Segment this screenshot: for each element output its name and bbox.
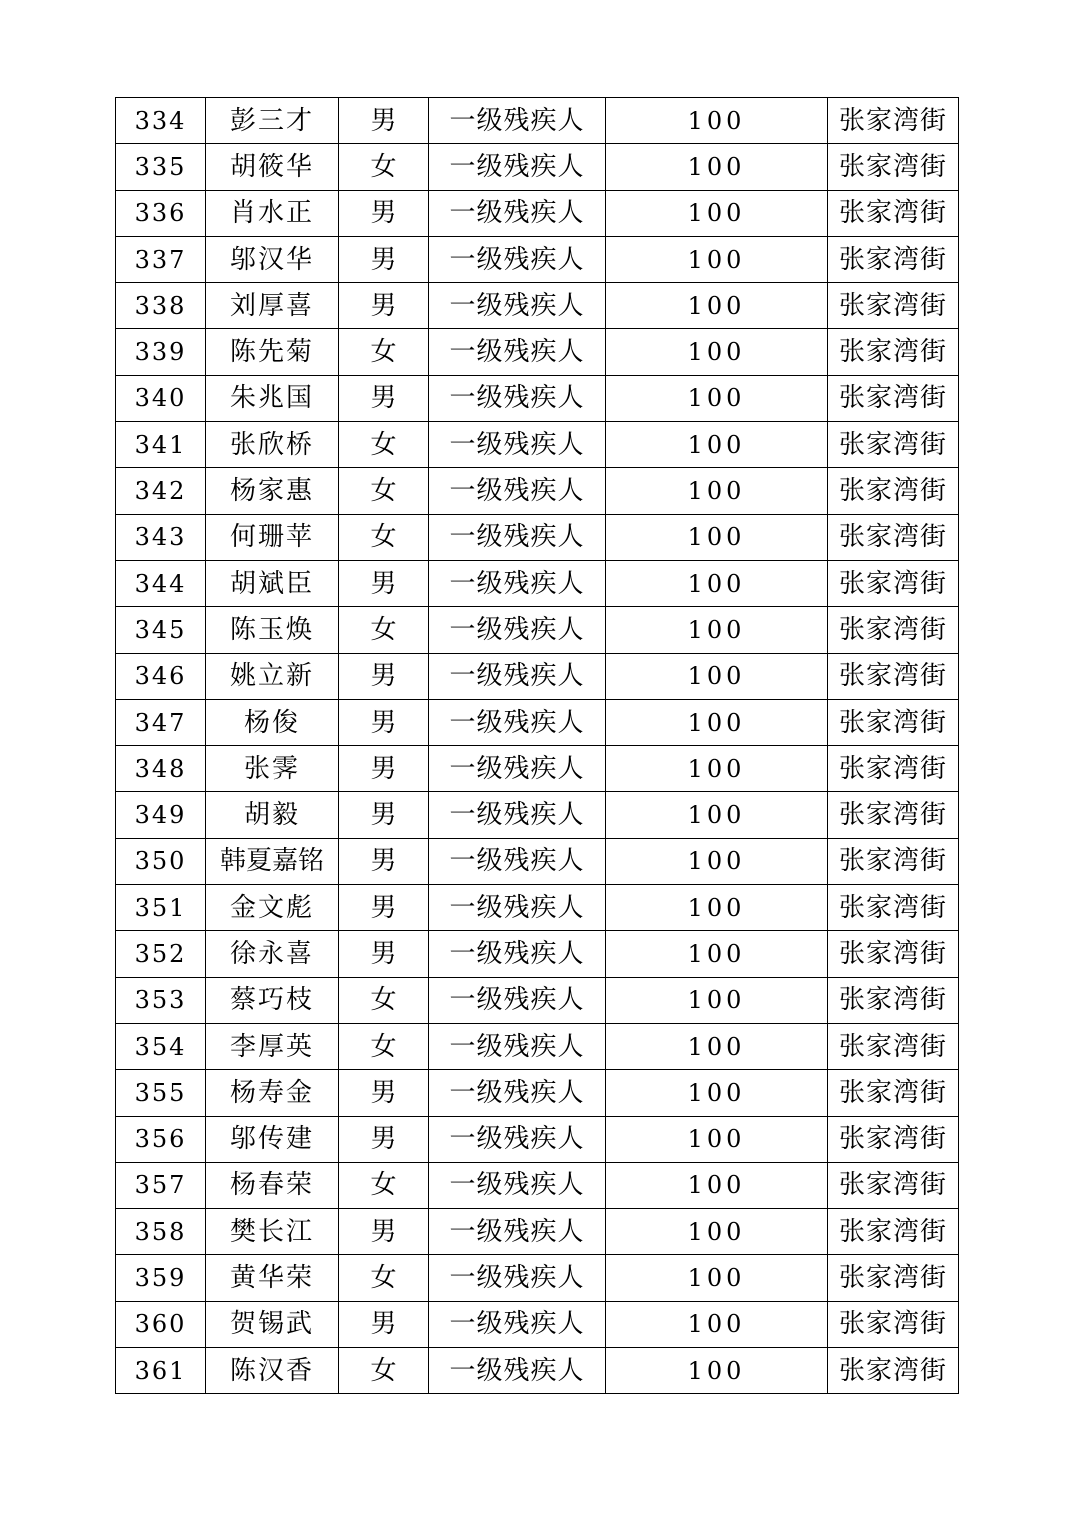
row-number-cell: 335 [116, 144, 206, 190]
street-cell: 张家湾街 [828, 885, 959, 931]
disability-level-cell: 一级残疾人 [429, 283, 606, 329]
street-cell: 张家湾街 [828, 1023, 959, 1069]
table-row [116, 1162, 959, 1208]
name-cell: 彭三才 [206, 98, 339, 144]
table-row [116, 1070, 959, 1116]
row-number-cell: 357 [116, 1162, 206, 1208]
disability-level-cell: 一级残疾人 [429, 1209, 606, 1255]
street-cell: 张家湾街 [828, 468, 959, 514]
table-row [116, 236, 959, 282]
disability-level-cell: 一级残疾人 [429, 375, 606, 421]
street-cell: 张家湾街 [828, 838, 959, 884]
gender-cell: 女 [339, 514, 429, 560]
street-cell: 张家湾街 [828, 746, 959, 792]
gender-cell: 女 [339, 1255, 429, 1301]
name-cell: 贺锡武 [206, 1301, 339, 1347]
table-row [116, 98, 959, 144]
row-number-cell: 355 [116, 1070, 206, 1116]
gender-cell: 女 [339, 1348, 429, 1394]
street-cell: 张家湾街 [828, 1070, 959, 1116]
name-cell: 邬汉华 [206, 236, 339, 282]
street-cell: 张家湾街 [828, 190, 959, 236]
table-row [116, 1301, 959, 1347]
row-number-cell: 348 [116, 746, 206, 792]
name-cell: 陈汉香 [206, 1348, 339, 1394]
row-number-cell: 334 [116, 98, 206, 144]
name-cell: 陈玉焕 [206, 607, 339, 653]
disability-level-cell: 一级残疾人 [429, 1116, 606, 1162]
name-cell: 张霁 [206, 746, 339, 792]
row-number-cell: 337 [116, 236, 206, 282]
gender-cell: 男 [339, 885, 429, 931]
name-cell: 刘厚喜 [206, 283, 339, 329]
street-cell: 张家湾街 [828, 1348, 959, 1394]
table-row [116, 375, 959, 421]
disability-level-cell: 一级残疾人 [429, 468, 606, 514]
name-cell: 杨家惠 [206, 468, 339, 514]
amount-cell: 100 [606, 98, 828, 144]
roster-table-body [116, 98, 959, 1394]
disability-level-cell: 一级残疾人 [429, 98, 606, 144]
table-row [116, 977, 959, 1023]
amount-cell: 100 [606, 1348, 828, 1394]
roster-table [115, 97, 959, 1394]
row-number-cell: 349 [116, 792, 206, 838]
disability-level-cell: 一级残疾人 [429, 1023, 606, 1069]
gender-cell: 男 [339, 746, 429, 792]
amount-cell: 100 [606, 329, 828, 375]
row-number-cell: 339 [116, 329, 206, 375]
amount-cell: 100 [606, 885, 828, 931]
row-number-cell: 338 [116, 283, 206, 329]
row-number-cell: 342 [116, 468, 206, 514]
street-cell: 张家湾街 [828, 607, 959, 653]
row-number-cell: 340 [116, 375, 206, 421]
row-number-cell: 361 [116, 1348, 206, 1394]
row-number-cell: 336 [116, 190, 206, 236]
amount-cell: 100 [606, 653, 828, 699]
disability-level-cell: 一级残疾人 [429, 653, 606, 699]
table-row [116, 514, 959, 560]
table-row [116, 329, 959, 375]
gender-cell: 女 [339, 977, 429, 1023]
table-row [116, 1348, 959, 1394]
row-number-cell: 343 [116, 514, 206, 560]
disability-level-cell: 一级残疾人 [429, 514, 606, 560]
amount-cell: 100 [606, 1209, 828, 1255]
table-row [116, 885, 959, 931]
amount-cell: 100 [606, 560, 828, 606]
name-cell: 杨春荣 [206, 1162, 339, 1208]
amount-cell: 100 [606, 838, 828, 884]
street-cell: 张家湾街 [828, 144, 959, 190]
street-cell: 张家湾街 [828, 1116, 959, 1162]
gender-cell: 女 [339, 1023, 429, 1069]
name-cell: 黄华荣 [206, 1255, 339, 1301]
amount-cell: 100 [606, 468, 828, 514]
disability-level-cell: 一级残疾人 [429, 1070, 606, 1116]
street-cell: 张家湾街 [828, 792, 959, 838]
amount-cell: 100 [606, 746, 828, 792]
disability-level-cell: 一级残疾人 [429, 560, 606, 606]
disability-level-cell: 一级残疾人 [429, 792, 606, 838]
street-cell: 张家湾街 [828, 1301, 959, 1347]
table-row [116, 190, 959, 236]
street-cell: 张家湾街 [828, 375, 959, 421]
row-number-cell: 352 [116, 931, 206, 977]
disability-level-cell: 一级残疾人 [429, 931, 606, 977]
amount-cell: 100 [606, 931, 828, 977]
row-number-cell: 354 [116, 1023, 206, 1069]
disability-level-cell: 一级残疾人 [429, 236, 606, 282]
name-cell: 蔡巧枝 [206, 977, 339, 1023]
table-row [116, 746, 959, 792]
street-cell: 张家湾街 [828, 283, 959, 329]
disability-level-cell: 一级残疾人 [429, 1162, 606, 1208]
row-number-cell: 344 [116, 560, 206, 606]
row-number-cell: 351 [116, 885, 206, 931]
amount-cell: 100 [606, 1070, 828, 1116]
name-cell: 杨俊 [206, 699, 339, 745]
disability-level-cell: 一级残疾人 [429, 1301, 606, 1347]
disability-level-cell: 一级残疾人 [429, 144, 606, 190]
row-number-cell: 360 [116, 1301, 206, 1347]
table-row [116, 144, 959, 190]
amount-cell: 100 [606, 699, 828, 745]
amount-cell: 100 [606, 1162, 828, 1208]
disability-level-cell: 一级残疾人 [429, 977, 606, 1023]
street-cell: 张家湾街 [828, 1209, 959, 1255]
name-cell: 邬传建 [206, 1116, 339, 1162]
amount-cell: 100 [606, 375, 828, 421]
gender-cell: 女 [339, 607, 429, 653]
table-row [116, 1255, 959, 1301]
name-cell: 樊长江 [206, 1209, 339, 1255]
disability-level-cell: 一级残疾人 [429, 607, 606, 653]
name-cell: 徐永喜 [206, 931, 339, 977]
name-cell: 肖水正 [206, 190, 339, 236]
disability-level-cell: 一级残疾人 [429, 838, 606, 884]
name-cell: 胡筱华 [206, 144, 339, 190]
gender-cell: 女 [339, 422, 429, 468]
table-row [116, 607, 959, 653]
gender-cell: 男 [339, 931, 429, 977]
table-row [116, 283, 959, 329]
table-row [116, 1209, 959, 1255]
amount-cell: 100 [606, 514, 828, 560]
table-row [116, 838, 959, 884]
gender-cell: 男 [339, 190, 429, 236]
table-row [116, 560, 959, 606]
street-cell: 张家湾街 [828, 699, 959, 745]
row-number-cell: 359 [116, 1255, 206, 1301]
name-cell: 李厚英 [206, 1023, 339, 1069]
row-number-cell: 350 [116, 838, 206, 884]
gender-cell: 男 [339, 699, 429, 745]
street-cell: 张家湾街 [828, 977, 959, 1023]
street-cell: 张家湾街 [828, 560, 959, 606]
gender-cell: 男 [339, 560, 429, 606]
street-cell: 张家湾街 [828, 98, 959, 144]
table-row [116, 792, 959, 838]
gender-cell: 男 [339, 283, 429, 329]
name-cell: 胡毅 [206, 792, 339, 838]
gender-cell: 女 [339, 144, 429, 190]
gender-cell: 男 [339, 838, 429, 884]
gender-cell: 男 [339, 792, 429, 838]
row-number-cell: 346 [116, 653, 206, 699]
gender-cell: 男 [339, 1301, 429, 1347]
street-cell: 张家湾街 [828, 1255, 959, 1301]
name-cell: 朱兆国 [206, 375, 339, 421]
row-number-cell: 358 [116, 1209, 206, 1255]
amount-cell: 100 [606, 607, 828, 653]
street-cell: 张家湾街 [828, 653, 959, 699]
table-row [116, 468, 959, 514]
name-cell: 韩夏嘉铭 [206, 838, 339, 884]
row-number-cell: 353 [116, 977, 206, 1023]
disability-level-cell: 一级残疾人 [429, 190, 606, 236]
name-cell: 姚立新 [206, 653, 339, 699]
name-cell: 杨寿金 [206, 1070, 339, 1116]
amount-cell: 100 [606, 236, 828, 282]
table-row [116, 931, 959, 977]
table-row [116, 422, 959, 468]
gender-cell: 男 [339, 375, 429, 421]
amount-cell: 100 [606, 977, 828, 1023]
amount-cell: 100 [606, 283, 828, 329]
street-cell: 张家湾街 [828, 329, 959, 375]
gender-cell: 女 [339, 468, 429, 514]
gender-cell: 男 [339, 653, 429, 699]
street-cell: 张家湾街 [828, 236, 959, 282]
row-number-cell: 341 [116, 422, 206, 468]
gender-cell: 男 [339, 1116, 429, 1162]
street-cell: 张家湾街 [828, 931, 959, 977]
amount-cell: 100 [606, 1255, 828, 1301]
table-row [116, 1116, 959, 1162]
name-cell: 陈先菊 [206, 329, 339, 375]
street-cell: 张家湾街 [828, 1162, 959, 1208]
row-number-cell: 356 [116, 1116, 206, 1162]
row-number-cell: 347 [116, 699, 206, 745]
disability-level-cell: 一级残疾人 [429, 746, 606, 792]
disability-level-cell: 一级残疾人 [429, 422, 606, 468]
amount-cell: 100 [606, 1301, 828, 1347]
table-row [116, 653, 959, 699]
amount-cell: 100 [606, 144, 828, 190]
gender-cell: 女 [339, 1162, 429, 1208]
name-cell: 胡斌臣 [206, 560, 339, 606]
amount-cell: 100 [606, 1116, 828, 1162]
disability-level-cell: 一级残疾人 [429, 329, 606, 375]
disability-level-cell: 一级残疾人 [429, 1348, 606, 1394]
row-number-cell: 345 [116, 607, 206, 653]
name-cell: 何珊苹 [206, 514, 339, 560]
gender-cell: 男 [339, 236, 429, 282]
name-cell: 金文彪 [206, 885, 339, 931]
disability-level-cell: 一级残疾人 [429, 1255, 606, 1301]
table-row [116, 699, 959, 745]
gender-cell: 男 [339, 1209, 429, 1255]
amount-cell: 100 [606, 1023, 828, 1069]
gender-cell: 女 [339, 329, 429, 375]
gender-cell: 男 [339, 1070, 429, 1116]
amount-cell: 100 [606, 792, 828, 838]
street-cell: 张家湾街 [828, 514, 959, 560]
amount-cell: 100 [606, 422, 828, 468]
street-cell: 张家湾街 [828, 422, 959, 468]
name-cell: 张欣桥 [206, 422, 339, 468]
disability-level-cell: 一级残疾人 [429, 699, 606, 745]
table-row [116, 1023, 959, 1069]
disability-level-cell: 一级残疾人 [429, 885, 606, 931]
gender-cell: 男 [339, 98, 429, 144]
amount-cell: 100 [606, 190, 828, 236]
